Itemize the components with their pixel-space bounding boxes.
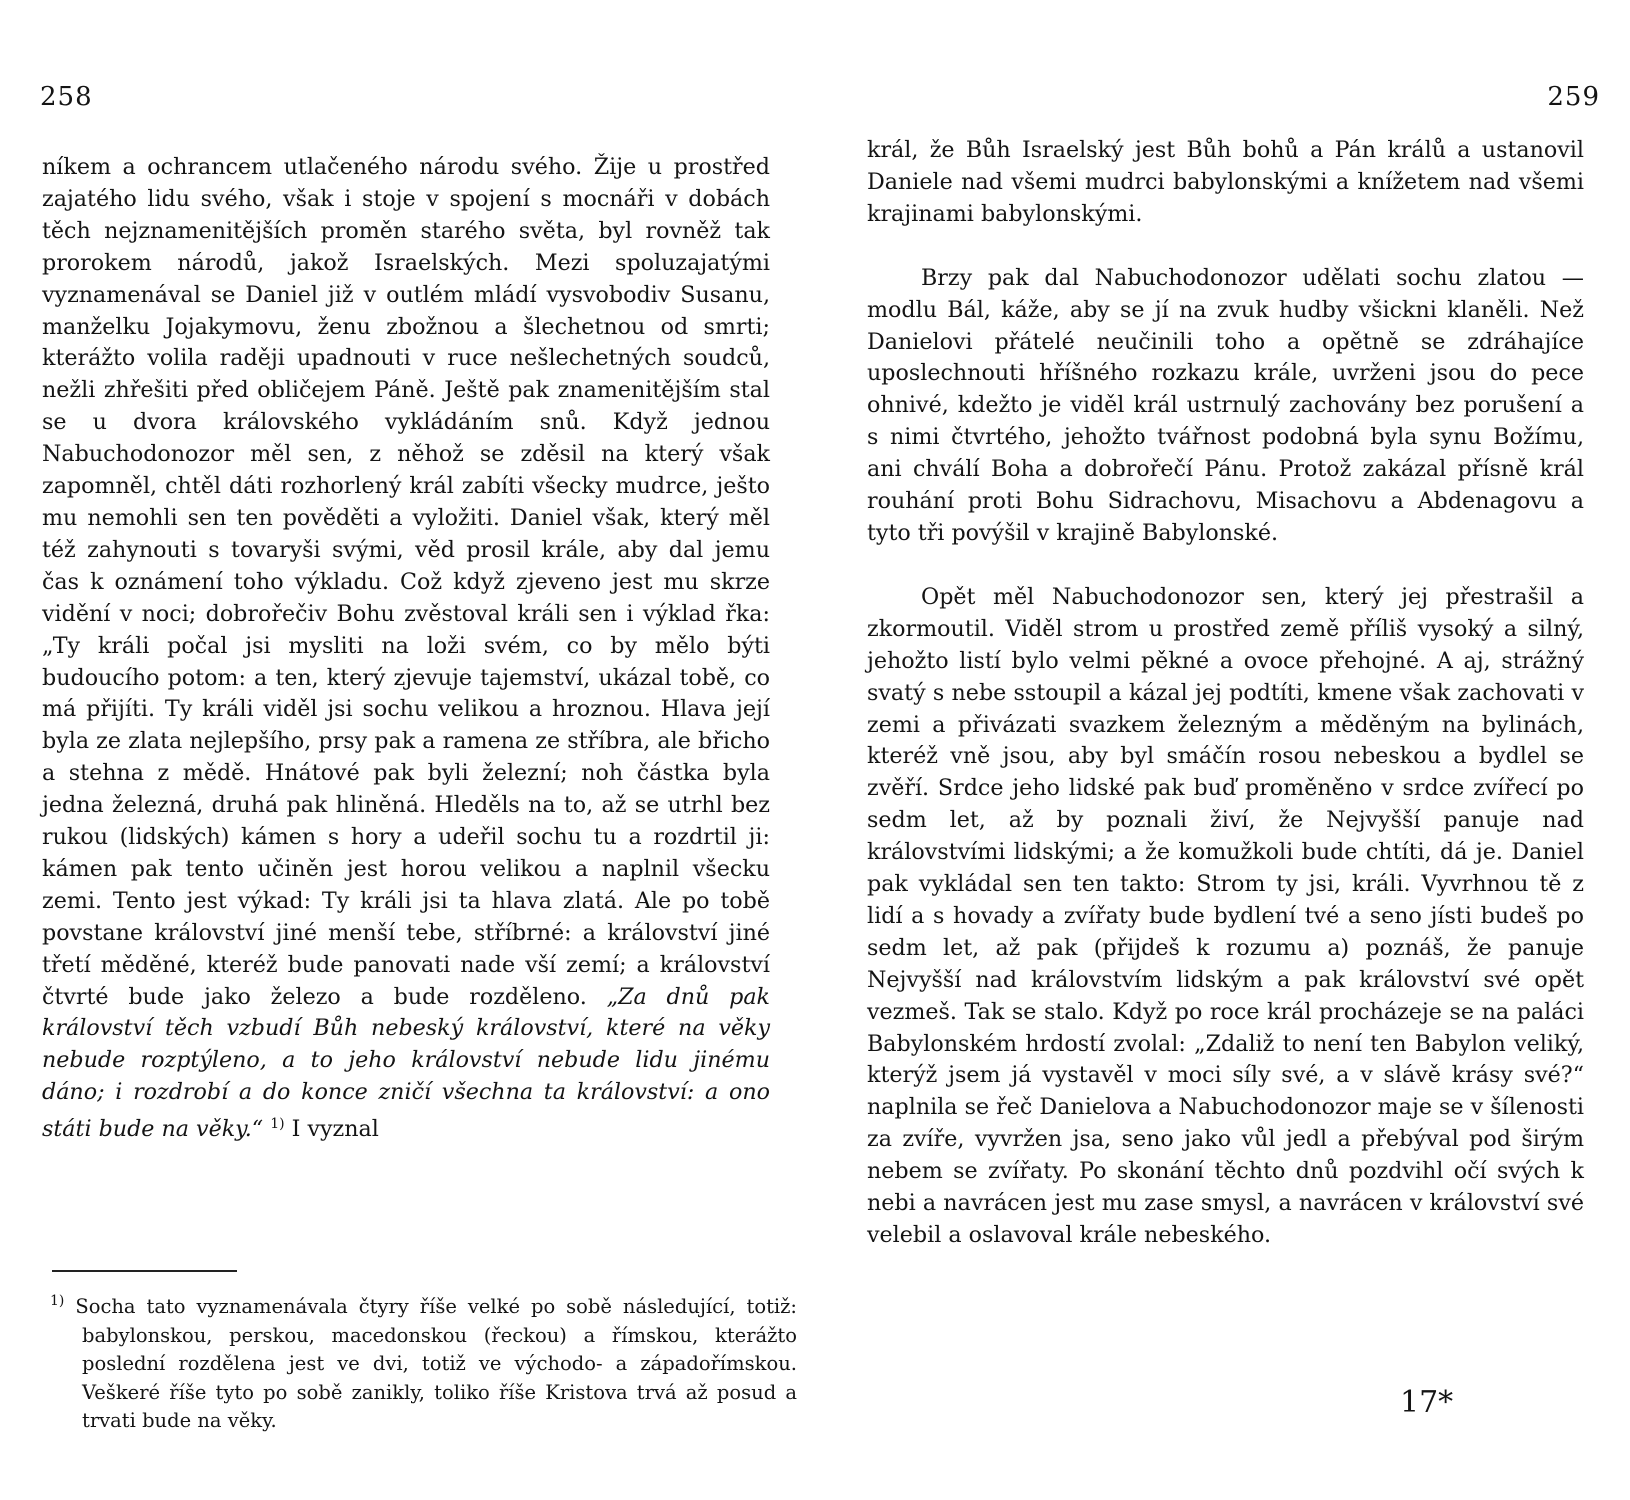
footnote-text: Socha tato vyznamenávala čtyry říše velké po sobě následující, totiž: babylonskou, perskou, macedonskou (řeckou) a římskou, kterážto poslední rozdělena jest ve dvi, totiž ve východo- a západořímskou. Veškeré říše tyto po sobě zanikly, toliko říše Kristova trvá až posud a trvati bude na věky.	[75, 1295, 797, 1432]
footnote-reference: 1)	[270, 1116, 285, 1133]
paragraph: Brzy pak dal Nabuchodonozor udělati sochu zlatou — modlu Bál, káže, aby se jí na zvuk hudby všickni klaněli. Než Danielovi přátelé neučinili toho a opětně se zdráhajíce uposlechnouti hříšného rozkazu krále, uvrženi jsou do pece ohnivé, kdežto je viděl král ustrnulý zachovány bez porušení a s nimi čtvrtého, jehožto tvářnost podobná byla synu Božímu, ani chválí Boha a dobrořečí Pánu. Protož zakázal přísně král rouhání proti Bohu Sidrachovu, Misachovu a Abdenagovu a tyto tři povýšil v krajině Babylonské.	[867, 264, 1584, 546]
printer-signature-mark: 17*	[1400, 1385, 1454, 1420]
body-text-end: I vyznal	[291, 1116, 379, 1143]
body-text: níkem a ochrancem utlačeného národu svého. Žije u prostřed zajatého lidu svého, však i stoje v spojení s mocnáři v dobách těch nejznamenitějších proměn starého světa, byl rovněž tak prorokem národů, jakož Israelských. Mezi spoluzajatými vyznamenával se Daniel již v outlém mládí vysvobodiv Susanu, manželku Jojakymovu, ženu zbožnou a šlechetnou od smrti; kterážto volila raději upadnouti v ruce nešlechetných soudců, nežli zhřešiti před obličejem Páně. Ještě pak znamenitějším stal se u dvora královského vykládáním snů. Když jednou Nabuchodonozor měl sen, z něhož se zděsil na který však zapomněl, chtěl dáti rozhorlený král zabíti všecky mudrce, ješto mu nemohli sen ten pověděti a vyložiti. Daniel však, který měl též zahynouti s tovaryši svými, věd prosil krále, aby dal jemu čas k oznámení toho výkladu. Což když zjeveno jest mu skrze vidění v noci; dobrořečiv Bohu zvěstoval králi sen i výklad řka: „Ty králi počal jsi mysliti na loži svém, co by mělo býti budoucího potom: a ten, který zjevuje tajemství, ukázal tobě, co má přijíti. Ty králi viděl jsi sochu velikou a hroznou. Hlava její byla ze zlata nejlepšího, prsy pak a ramena ze stříbra, ale břicho a stehna z mědě. Hnátové pak byli železní; noh částka byla jedna železná, druhá pak hliněná. Hleděls na to, až se utrhl bez rukou (lidských) kámen s hory a udeřil sochu tu a rozdrtil ji: kámen pak tento učiněn jest horou velikou a naplnil všecku zemi. Tento jest výkad: Ty králi jsi ta hlava zlatá. Ale po tobě povstane království jiné menší tebe, stříbrné: a království jiné třetí měděné, kteréž bude panovati nade vší zemí; a království čtvrté bude jako železo a bude rozděleno.	[42, 154, 770, 1010]
page-number: 258	[40, 82, 93, 112]
paragraph: Opět měl Nabuchodonozor sen, který jej přestrašil a zkormoutil. Viděl strom u prostřed země příliš vysoký a silný, jehožto listí bylo velmi pěkné a ovoce přehojné. A aj, strážný svatý s nebe sstoupil a kázal jej podtíti, kmene však zachovati v zemi a přivázati svazkem železným a měděným na bylinách, kteréž vně jsou, aby byl smáčín rosou nebeskou a bydlel se zvěří. Srdce jeho lidské pak buď proměněno v srdce zvířecí po sedm let, až by poznali živí, že Nejvyšší panuje nad královstvími lidskými; a že komužkoli bude chtíti, dá je. Daniel pak vykládal sen ten takto: Strom ty jsi, králi. Vyvrhnou tě z lidí a s hovady a zvířaty bude bydlení tvé a seno jísti budeš po sedm let, až pak (přijdeš k rozumu a) poznáš, že panuje Nejvyšší nad královstvím lidským a pak království své opět vezmeš. Tak se stalo. Když po roce král procházeje se na paláci Babylonském hrdostí zvolal: „Zdaliž to není ten Babylon veliký, kterýž jsem já vystavěl v moci síly své, a v slávě krásy své?“ naplnila se řeč Danielova a Nabuchodonozor maje se v šílenosti za zvíře, vyvržen jsa, seno jako vůl jedl a přebýval pod širým nebem se zvířaty. Po skonání těchto dnů pozdvihl očí svých k nebi a navrácen jest mu zase smysl, a navrácen v království své velebil a oslavoval krále nebeského.	[867, 583, 1584, 1248]
paragraph: král, že Bůh Israelský jest Bůh bohů a Pán králů a ustanovil Daniele nad všemi mudrci babylonskými a knížetem nad všemi krajinami babylonskými.	[867, 137, 1584, 227]
footnote	[50, 1287, 797, 1436]
left-page-text	[42, 152, 770, 1146]
page-number: 259	[1547, 82, 1600, 112]
footnote-marker: 1)	[50, 1293, 65, 1309]
body-paragraph	[42, 152, 770, 1146]
right-page	[815, 0, 1630, 1500]
italic-quotation: „Za dnů pak království těch vzbudí Bůh nebeský království, které na věky nebude rozptýleno, a to jeho království nebude lidu jinému dáno; i rozdrobí a do konce zničí všechna ta království: a ono státi bude na věky.“	[42, 983, 770, 1143]
right-page-text	[867, 135, 1584, 1252]
footnote-rule	[52, 1270, 237, 1272]
